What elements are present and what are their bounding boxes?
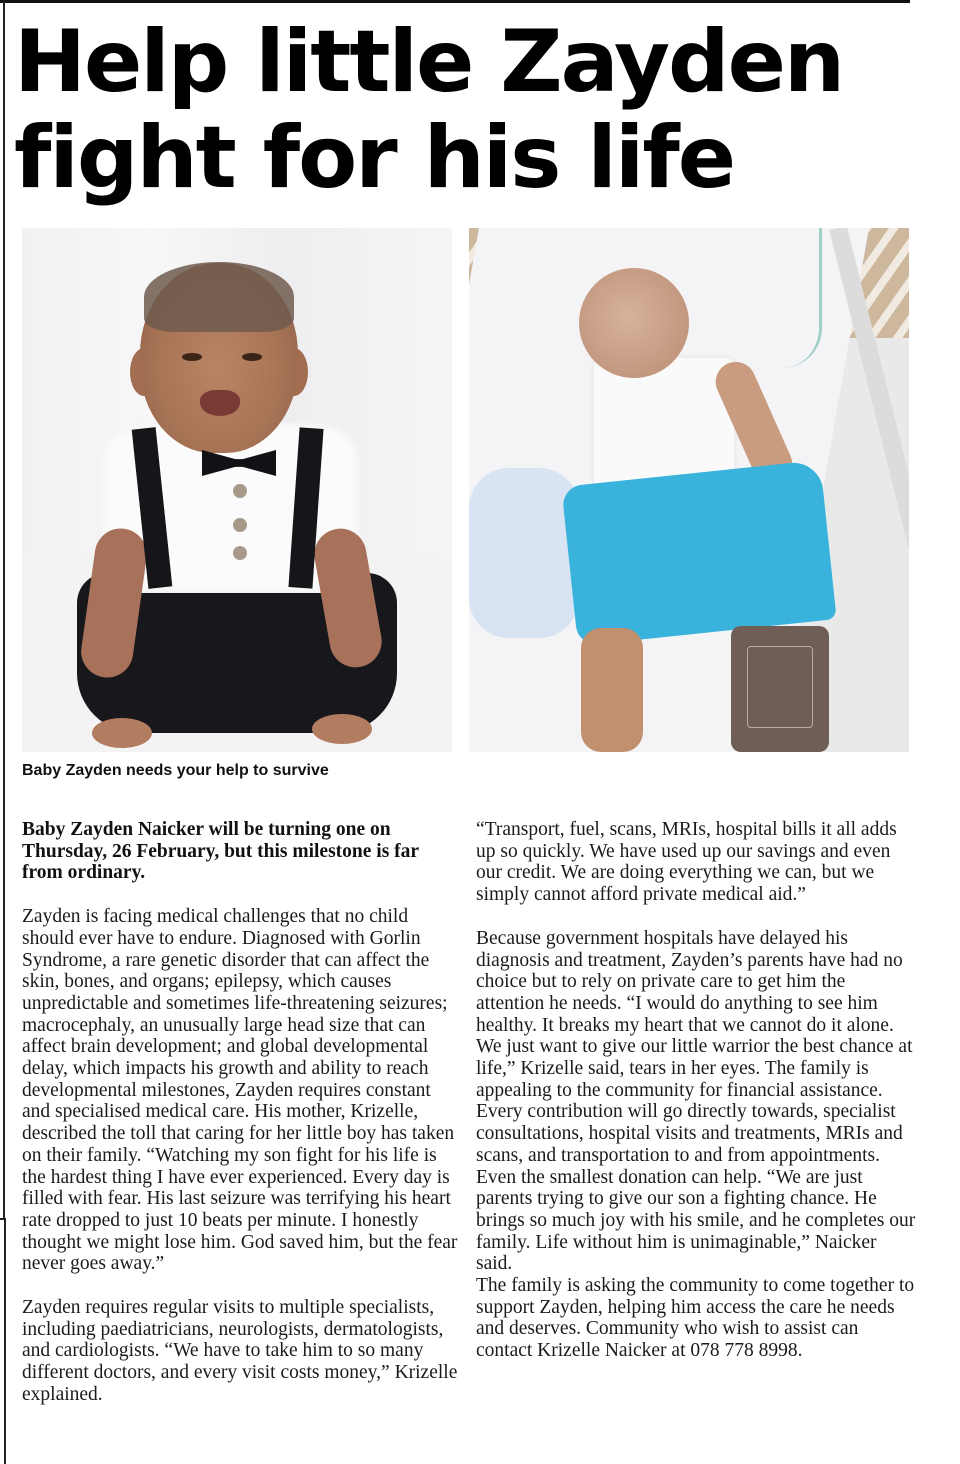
left-border-rule-lower [4, 1219, 6, 1464]
top-border-rule [0, 0, 910, 3]
photo-caption: Baby Zayden needs your help to survive [22, 762, 329, 779]
smiling-baby-photo [22, 228, 452, 752]
left-border-rule [3, 0, 5, 1219]
article-paragraph: Zayden requires regular visits to multiple specialists, including paediatricians, neurologists, dermatologists, and cardiologists. “We have to take him to so many different doctors, and every visit costs money,” Krizelle explained. [22, 1297, 458, 1405]
article-column-right [476, 819, 916, 1362]
photo-cuff-label [747, 646, 813, 728]
photo-button [233, 518, 247, 532]
photo-eye [242, 353, 262, 361]
photo-head [579, 268, 689, 378]
hospital-bed-photo [469, 228, 909, 752]
photo-foot [92, 718, 152, 748]
photo-leg [581, 628, 643, 752]
photo-eye [182, 353, 202, 361]
photo-button [233, 484, 247, 498]
photo-shorts [561, 460, 836, 646]
photo-oxygen-tube [759, 228, 822, 368]
article-lede: Baby Zayden Naicker will be turning one on Thursday, 26 February, but this milestone is far from ordinary. [22, 819, 419, 884]
article-paragraph: The family is asking the community to come together to support Zayden, helping him access the care he needs and deserves. Community who wish to assist can contact Krizelle Naicker at 078 778 8998. [476, 1275, 915, 1362]
article-column-left [22, 819, 458, 1406]
photo-blanket [469, 468, 579, 638]
article-paragraph: Zayden is facing medical challenges that no child should ever have to endure. Diagnosed with Gorlin Syndrome, a rare genetic disorder that can affect the skin, bones, and organs; epilepsy, which causes unpredictable and sometimes life-threatening seizures; macrocephaly, an unusually large head size that can affect brain development; and global developmental delay, which impacts his growth and ability to reach developmental milestones, Zayden requires constant and specialised medical care. His mother, Krizelle, described the toll that caring for her little boy has taken on their family. “Watching my son fight for his life is the hardest thing I have ever experienced. Every day is filled with fear. His last seizure was terrifying his heart rate dropped to just 10 beats per minute. I honestly thought we might lose him. God saved him, but the fear never goes away.” [22, 906, 458, 1275]
photo-button [233, 546, 247, 560]
photo-mouth [200, 390, 240, 416]
headline: Help little Zayden fight for his life [14, 12, 844, 208]
photo-hair [144, 262, 294, 332]
article-paragraph: Because government hospitals have delayed his diagnosis and treatment, Zayden’s parents have had no choice but to rely on private care to get him the attention he needs. “I would do anything to see him healthy. It breaks my heart that we cannot do it alone. We just want to give our little warrior the best chance at life,” Krizelle said, tears in her eyes. The family is appealing to the community for financial assistance. Every contribution will go directly towards, specialist consultations, hospital visits and treatments, MRIs and scans, and transportation to and from appointments. Even the smallest donation can help. “We are just parents trying to give our son a fighting chance. He brings so much joy with his smile, and he completes our family. Life without him is unimaginable,” Naicker said. [476, 927, 916, 1275]
photo-foot [312, 714, 372, 744]
article-paragraph: “Transport, fuel, scans, MRIs, hospital bills it all adds up so quickly. We have used up our savings and even our credit. We are doing everything we can, but we simply cannot afford private medical aid.” [476, 819, 897, 906]
